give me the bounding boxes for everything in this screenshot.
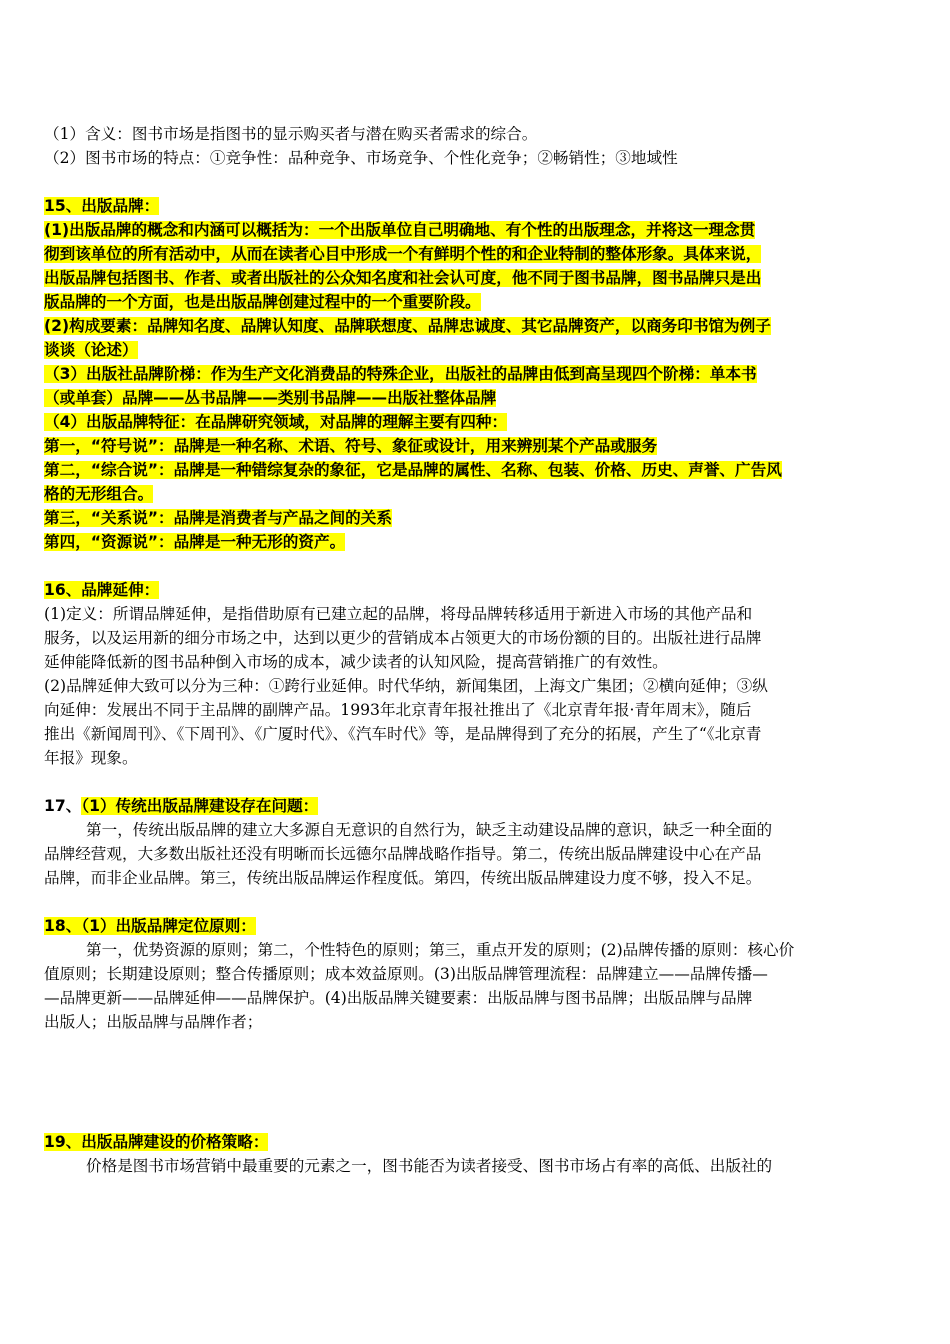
section-18-line: —品牌更新——品牌延伸——品牌保护。(4)出版品牌关键要素：出版品牌与图书品牌；出版品牌与品牌 [44,989,753,1007]
section-15-line: 第二，“综合说”：品牌是一种错综复杂的象征，它是品牌的属性、名称、包装、价格、历史、声誉、广告风 [44,461,782,479]
section-16-line: 服务，以及运用新的细分市场之中，达到以更少的营销成本占领更大的市场份额的目的。出版社进行品牌 [44,629,762,647]
section-16-line: (2)品牌延伸大致可以分为三种：①跨行业延伸。时代华纳，新闻集团，上海文广集团；②横向延伸；③纵 [44,677,768,695]
section-17-line: 品牌经营观，大多数出版社还没有明晰而长远德尔品牌战略作指导。第二，传统出版品牌建设中心在产品 [44,845,762,863]
section-18-line: 出版人；出版品牌与品牌作者； [44,1013,263,1031]
section-17-line: 品牌，而非企业品牌。第三，传统出版品牌运作程度低。第四，传统出版品牌建设力度不够，投入不足。 [44,869,762,887]
section-16-line: (1)定义：所谓品牌延伸，是指借助原有已建立起的品牌，将母品牌转移适用于新进入市场的其他产品和 [44,605,753,623]
section-15-line: 第一，“符号说”：品牌是一种名称、术语、符号、象征或设计，用来辨别某个产品或服务 [44,437,658,455]
section-15-line: 第四，“资源说”：品牌是一种无形的资产。 [44,533,346,551]
section-18-line: 值原则；长期建设原则；整合传播原则；成本效益原则。(3)出版品牌管理流程：品牌建立——品牌传播— [44,965,768,983]
spacer [44,170,910,194]
section-16-line: 推出《新闻周刊》、《下周刊》、《广厦时代》、《汽车时代》等，是品牌得到了充分的拓展，产生了“《北京青 [44,725,762,743]
section-19-line: 价格是图书市场营销中最重要的元素之一，图书能否为读者接受、图书市场占有率的高低、出版社的 [86,1157,773,1175]
section-15-line: 谈谈（论述） [44,341,138,359]
section-15-line: （4）出版品牌特征：在品牌研究领域，对品牌的理解主要有四种： [44,413,508,431]
section-15-line: （3）出版社品牌阶梯：作为生产文化消费品的特殊企业，出版社的品牌由低到高呈现四个阶梯：单本书 [44,365,757,383]
spacer [44,1034,910,1130]
section-15-line: (1)出版品牌的概念和内涵可以概括为：一个出版单位自己明确地、有个性的出版理念，并将这一理念贯 [44,221,756,239]
section-19-heading: 19、出版品牌建设的价格策略： [44,1133,269,1151]
section-17-line: 第一，传统出版品牌的建立大多源自无意识的自然行为，缺乏主动建设品牌的意识，缺乏一种全面的 [86,821,773,839]
spacer [44,554,910,578]
section-17-heading: 17、（1）传统出版品牌建设存在问题： [44,797,319,815]
spacer [44,770,910,794]
section-15-line: 第三，“关系说”：品牌是消费者与产品之间的关系 [44,509,392,527]
market-features: （2）图书市场的特点：①竞争性：品种竞争、市场竞争、个性化竞争；②畅销性；③地域性 [44,149,678,167]
section-15-line: 彻到该单位的所有活动中，从而在读者心目中形成一个有鲜明个性的和企业特制的整体形象。具体来说， [44,245,762,263]
spacer [44,890,910,914]
section-15-line: 版品牌的一个方面，也是出版品牌创建过程中的一个重要阶段。 [44,293,481,311]
section-16-line: 延伸能降低新的图书品种倒入市场的成本，减少读者的认知风险，提高营销推广的有效性。 [44,653,668,671]
section-16-heading: 16、品牌延伸： [44,581,160,599]
section-15-line: 格的无形组合。 [44,485,154,503]
section-15-line: (2)构成要素：品牌知名度、品牌认知度、品牌联想度、品牌忠诚度、其它品牌资产，以商务印书馆为例子 [44,317,771,335]
section-16-line: 向延伸：发展出不同于主品牌的副牌产品。1993年北京青年报社推出了《北京青年报·青年周末》，随后 [44,701,752,719]
section-15-heading: 15、出版品牌： [44,197,160,215]
section-18-heading: 18、（1）出版品牌定位原则： [44,917,256,935]
section-16-line: 年报》现象。 [44,749,138,767]
section-18-line: 第一，优势资源的原则；第二，个性特色的原则；第三，重点开发的原则；(2)品牌传播的原则：核心价 [86,941,795,959]
section-15-line: 出版品牌包括图书、作者、或者出版社的公众知名度和社会认可度，他不同于图书品牌，图书品牌只是出 [44,269,762,287]
market-definition: （1）含义：图书市场是指图书的显示购买者与潜在购买者需求的综合。 [44,125,538,143]
document-page [44,122,910,1178]
section-15-line: （或单套）品牌——丛书品牌——类别书品牌——出版社整体品牌 [44,389,497,407]
